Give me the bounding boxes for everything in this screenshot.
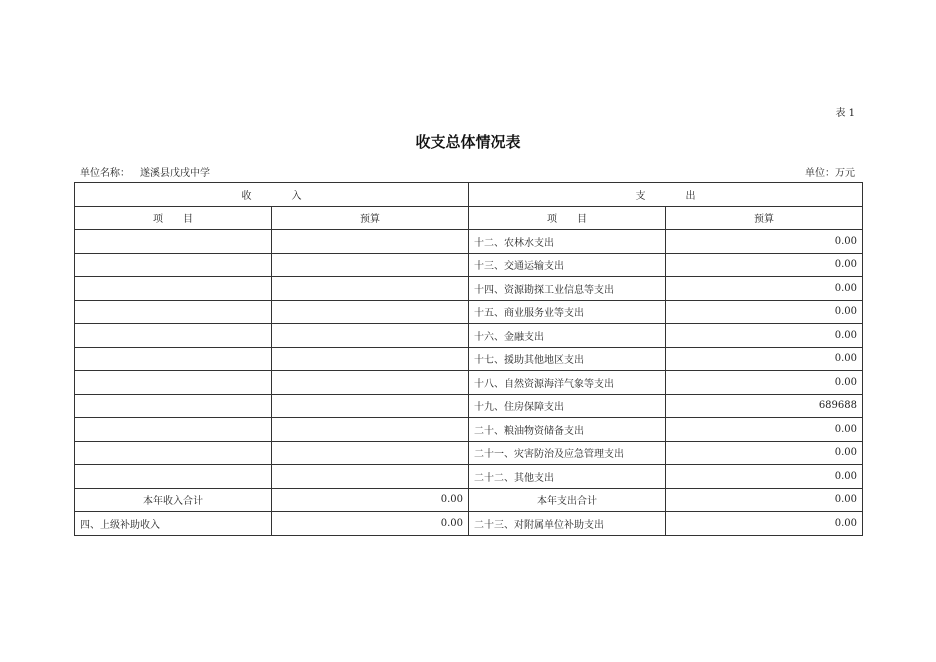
income-item-cell	[75, 465, 272, 489]
expense-budget-cell: 0.00	[666, 371, 863, 395]
expense-item-cell: 十八、自然资源海洋气象等支出	[469, 371, 666, 395]
expense-item-cell: 十七、援助其他地区支出	[469, 347, 666, 371]
income-budget-cell	[272, 230, 469, 254]
expense-budget-cell: 0.00	[666, 277, 863, 301]
income-item-cell	[75, 253, 272, 277]
expense-budget-cell: 0.00	[666, 465, 863, 489]
expense-budget-cell: 0.00	[666, 512, 863, 536]
expense-budget-cell: 0.00	[666, 418, 863, 442]
income-budget-cell	[272, 418, 469, 442]
income-budget-cell	[272, 347, 469, 371]
expense-item-cell: 十五、商业服务业等支出	[469, 300, 666, 324]
income-budget-cell: 0.00	[272, 488, 469, 512]
income-item-cell: 四、上级补助收入	[75, 512, 272, 536]
income-section-header: 收 入	[75, 183, 469, 207]
expense-budget-cell: 0.00	[666, 324, 863, 348]
table-row	[75, 465, 863, 489]
expense-budget-cell: 0.00	[666, 230, 863, 254]
table-row	[75, 394, 863, 418]
section-header-row	[75, 183, 863, 207]
table-row	[75, 230, 863, 254]
table-row	[75, 300, 863, 324]
income-item-cell	[75, 441, 272, 465]
unit-measure: 单位：万元	[805, 168, 855, 179]
income-budget-cell	[272, 277, 469, 301]
expense-item-cell: 二十一、灾害防治及应急管理支出	[469, 441, 666, 465]
income-budget-cell	[272, 394, 469, 418]
expense-budget-cell: 0.00	[666, 441, 863, 465]
income-budget-cell	[272, 300, 469, 324]
page-title: 收支总体情况表	[415, 133, 521, 151]
expense-item-cell: 二十二、其他支出	[469, 465, 666, 489]
expense-budget-cell: 0.00	[666, 347, 863, 371]
table-number: 表 1	[835, 108, 855, 119]
expense-item-cell: 十三、交通运输支出	[469, 253, 666, 277]
expense-budget-header: 预算	[666, 206, 863, 230]
expense-item-cell: 本年支出合计	[469, 488, 666, 512]
income-item-cell	[75, 394, 272, 418]
income-item-cell	[75, 230, 272, 254]
income-item-cell	[75, 347, 272, 371]
expense-item-cell: 十四、资源勘探工业信息等支出	[469, 277, 666, 301]
expense-budget-cell: 0.00	[666, 253, 863, 277]
table-row	[75, 441, 863, 465]
income-budget-cell	[272, 324, 469, 348]
income-budget-cell: 0.00	[272, 512, 469, 536]
expense-item-cell: 十九、住房保障支出	[469, 394, 666, 418]
income-item-cell	[75, 277, 272, 301]
income-budget-header: 预算	[272, 206, 469, 230]
budget-table	[74, 182, 863, 536]
income-item-cell	[75, 371, 272, 395]
total-row	[75, 488, 863, 512]
column-header-row	[75, 206, 863, 230]
income-item-cell	[75, 418, 272, 442]
unit-name-label: 单位名称：	[80, 168, 130, 179]
expense-budget-cell: 0.00	[666, 300, 863, 324]
income-budget-cell	[272, 253, 469, 277]
income-item-cell: 本年收入合计	[75, 488, 272, 512]
expense-budget-cell: 689688	[666, 394, 863, 418]
expense-item-cell: 十六、金融支出	[469, 324, 666, 348]
income-budget-cell	[272, 465, 469, 489]
table-row	[75, 418, 863, 442]
income-item-cell	[75, 324, 272, 348]
income-budget-cell	[272, 371, 469, 395]
table-row	[75, 253, 863, 277]
expense-item-header: 项 目	[469, 206, 666, 230]
table-row	[75, 277, 863, 301]
table-row	[75, 324, 863, 348]
expense-item-cell: 二十、粮油物资储备支出	[469, 418, 666, 442]
income-item-cell	[75, 300, 272, 324]
unit-name-line	[80, 164, 210, 179]
expense-section-header: 支 出	[469, 183, 863, 207]
table-row	[75, 512, 863, 536]
expense-item-cell: 十二、农林水支出	[469, 230, 666, 254]
table-row	[75, 371, 863, 395]
table-row	[75, 347, 863, 371]
income-budget-cell	[272, 441, 469, 465]
expense-budget-cell: 0.00	[666, 488, 863, 512]
unit-name-value: 遂溪县戊戌中学	[140, 168, 210, 179]
income-item-header: 项 目	[75, 206, 272, 230]
expense-item-cell: 二十三、对附属单位补助支出	[469, 512, 666, 536]
